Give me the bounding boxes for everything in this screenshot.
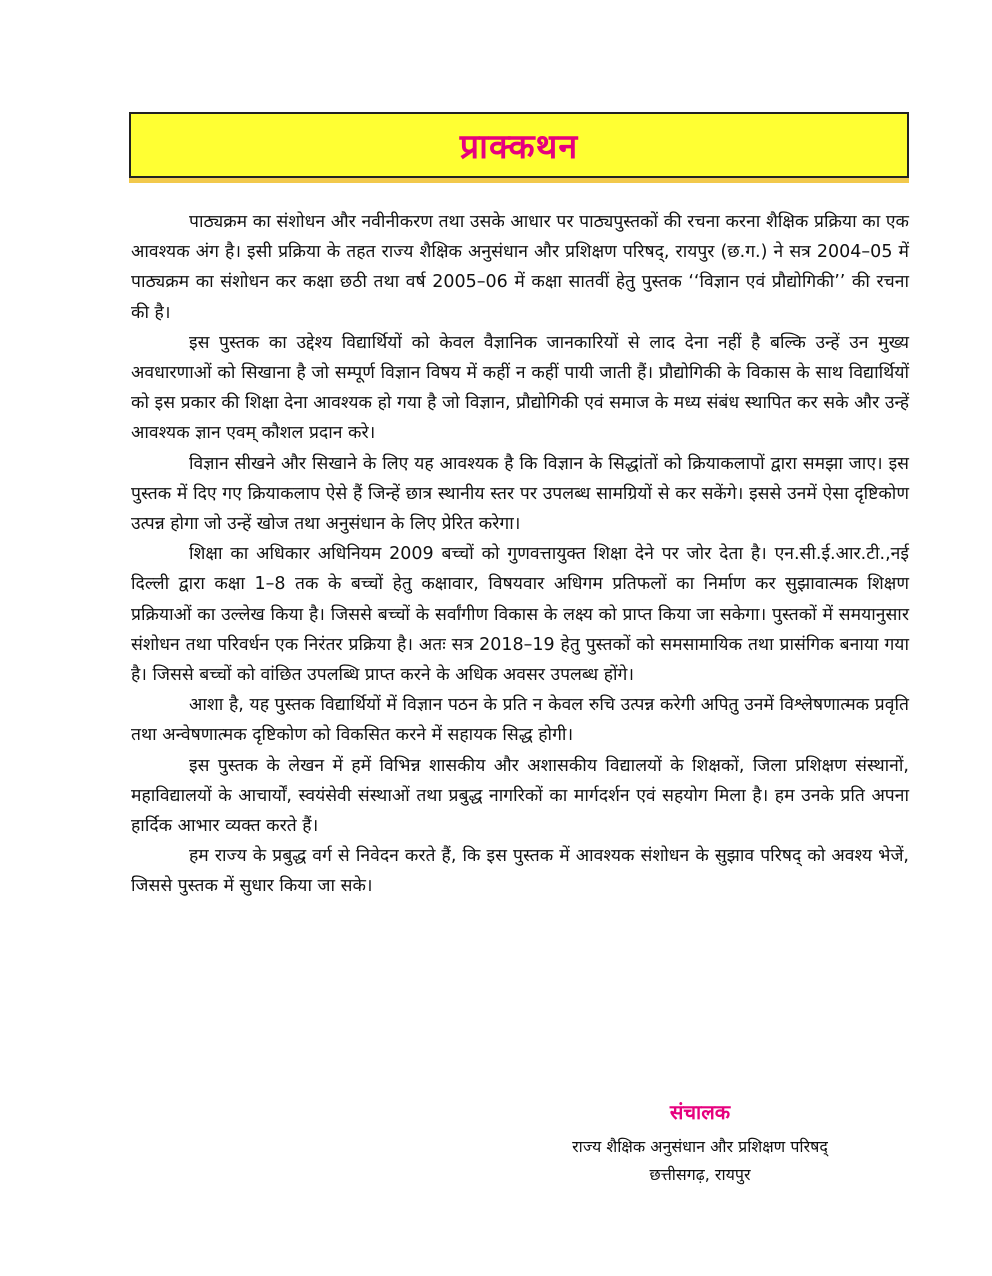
paragraph-3: विज्ञान सीखने और सिखाने के लिए यह आवश्यक है कि विज्ञान के सिद्धांतों को क्रियाकलापों द्वारा समझा जाए। इस पुस्तक में दिए गए क्रियाकलाप ऐसे हैं जिन्हें छात्र स्थानीय स्तर पर उपलब्ध सामग्रियों से कर सकेंगे। इससे उनमें ऐसा दृष्टिकोण उत्पन्न होगा जो उन्हें खोज तथा अनुसंधान के लिए प्रेरित करेगा। <box>131 453 909 535</box>
paragraph-4: शिक्षा का अधिकार अधिनियम 2009 बच्चों को गुणवत्तायुक्त शिक्षा देने पर जोर देता है। एन.सी.ई.आर.टी.,नई दिल्ली द्वारा कक्षा 1–8 तक के बच्चों हेतु कक्षावार, विषयवार अधिगम प्रतिफलों का निर्माण कर सुझावात्मक शिक्षण प्रक्रियाओं का उल्लेख किया है। जिससे बच्चों के सर्वांगीण विकास के लक्ष्य को प्राप्त किया जा सकेगा। पुस्तकों में समयानुसार संशोधन तथा परिवर्धन एक निरंतर प्रक्रिया है। अतः सत्र 2018–19 हेतु पुस्तकों को समसामायिक तथा प्रासंगिक बनाया गया है। जिससे बच्चों को वांछित उपलब्धि प्राप्त करने के अधिक अवसर उपलब्ध होंगे। <box>131 544 909 686</box>
paragraph-5: आशा है, यह पुस्तक विद्यार्थियों में विज्ञान पठन के प्रति न केवल रुचि उत्पन्न करेगी अपितु उनमें विश्लेषणात्मक प्रवृति तथा अन्वेषणात्मक दृष्टिकोण को विकसित करने में सहायक सिद्ध होगी। <box>131 695 909 746</box>
page-title: प्राक्कथन <box>459 127 579 167</box>
signatory-title: संचालक <box>669 1100 731 1124</box>
foreword-body <box>131 207 909 902</box>
paragraph-7: हम राज्य के प्रबुद्ध वर्ग से निवेदन करते हैं, कि इस पुस्तक में आवश्यक संशोधन के सुझाव परिषद् को अवश्य भेजें, जिससे पुस्तक में सुधार किया जा सके। <box>131 846 909 897</box>
paragraph-1: पाठ्यक्रम का संशोधन और नवीनीकरण तथा उसके आधार पर पाठ्यपुस्तकों की रचना करना शैक्षिक प्रक्रिया का एक आवश्यक अंग है। इसी प्रक्रिया के तहत राज्य शैक्षिक अनुसंधान और प्रशिक्षण परिषद्, रायपुर (छ.ग.) ने सत्र 2004–05 में पाठ्यक्रम का संशोधन कर कक्षा छठी तथा वर्ष 2005–06 में कक्षा सातवीं हेतु पुस्तक ‘‘विज्ञान एवं प्रौद्योगिकी’’ की रचना की है। <box>131 212 909 323</box>
signature-block <box>520 1098 880 1189</box>
paragraph-6: इस पुस्तक के लेखन में हमें विभिन्न शासकीय और अशासकीय विद्यालयों के शिक्षकों, जिला प्रशिक्षण संस्थानों, महाविद्यालयों के आचार्यों, स्वयंसेवी संस्थाओं तथा प्रबुद्ध नागरिकों का मार्गदर्शन एवं सहयोग मिला है। हम उनके प्रति अपना हार्दिक आभार व्यक्त करते हैं। <box>131 755 909 837</box>
paragraph-2: इस पुस्तक का उद्देश्य विद्यार्थियों को केवल वैज्ञानिक जानकारियों से लाद देना नहीं है बल्कि उन्हें उन मुख्य अवधारणाओं को सिखाना है जो सम्पूर्ण विज्ञान विषय में कहीं न कहीं पायी जाती हैं। प्रौद्योगिकी के विकास के साथ विद्यार्थियों को इस प्रकार की शिक्षा देना आवश्यक हो गया है जो विज्ञान, प्रौद्योगिकी एवं समाज के मध्य संबंध स्थापित कर सके और उन्हें आवश्यक ज्ञान एवम् कौशल प्रदान करे। <box>131 332 909 444</box>
organization-name: राज्य शैक्षिक अनुसंधान और प्रशिक्षण परिषद् <box>572 1137 828 1156</box>
organization-location: छत्तीसगढ़, रायपुर <box>649 1165 751 1184</box>
heading-box <box>129 112 909 178</box>
